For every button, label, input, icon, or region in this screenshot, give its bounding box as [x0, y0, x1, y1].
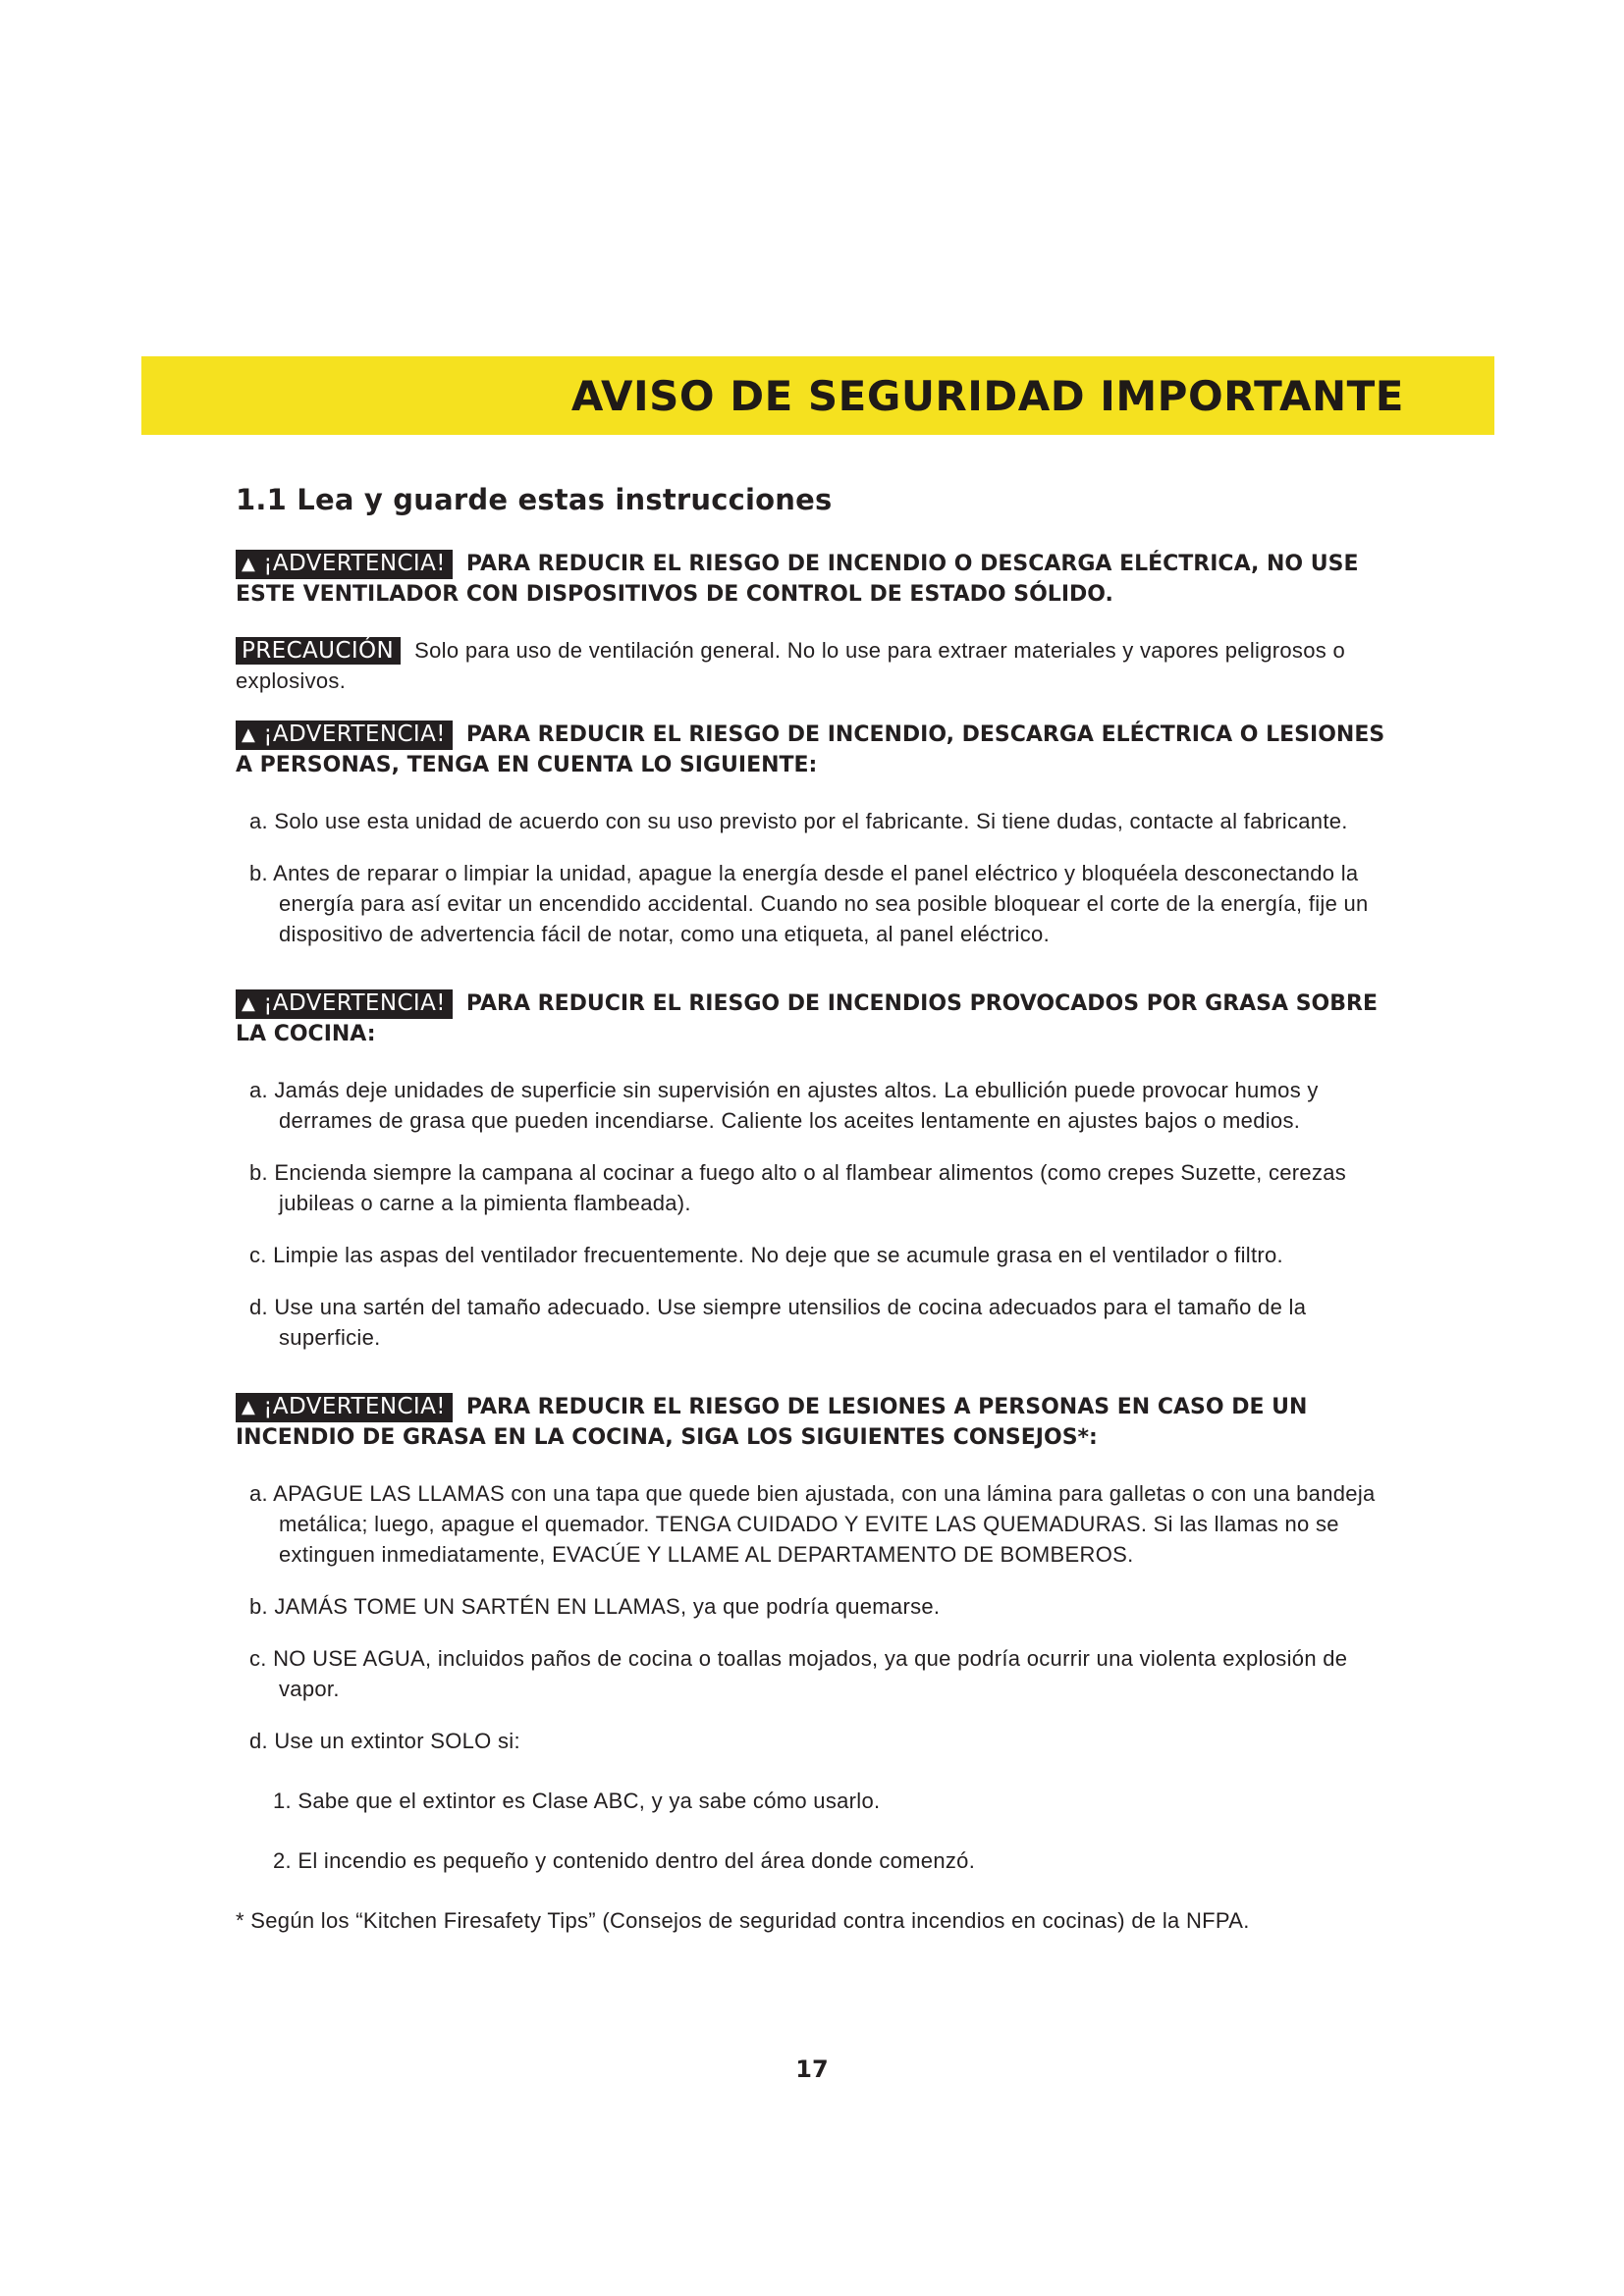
warning-triangle-icon: ▲	[242, 554, 256, 574]
warning-text: PARA REDUCIR EL RIESGO DE LESIONES A PERSONAS EN CASO DE UN INCENDIO DE GRASA EN LA COCINA, SIGA LOS SIGUIENTES CONSEJOS*:	[236, 1395, 1308, 1450]
main-content	[236, 471, 1404, 1936]
warning-label	[236, 550, 453, 579]
precaution-text: Solo para uso de ventilación general. No lo use para extraer materiales y vapores peligrosos o explosivos.	[236, 638, 1345, 693]
list-item: a. APAGUE LAS LLAMAS con una tapa que quede bien ajustada, con una lámina para galletas o con una bandeja metálica; luego, apague el quemador. TENGA CUIDADO Y EVITE LAS QUEMADURAS. Si las llamas no se extinguen inmediatamente, EVACÚE Y LLAME AL DEPARTAMENTO DE BOMBEROS.	[249, 1481, 1376, 1567]
instruction-list	[236, 1478, 1404, 1756]
instruction-list	[236, 806, 1404, 949]
title-banner	[141, 356, 1494, 435]
warning-label	[236, 1393, 453, 1422]
warning-label-text: ¡ADVERTENCIA!	[263, 1394, 446, 1419]
list-item: c. Limpie las aspas del ventilador frecuentemente. No deje que se acumule grasa en el ventilador o filtro.	[249, 1243, 1283, 1267]
list-item: d. Use una sartén del tamaño adecuado. Use siempre utensilios de cocina adecuados para el tamaño de la superficie.	[249, 1295, 1307, 1350]
warning-triangle-icon: ▲	[242, 993, 256, 1014]
list-item: a. Solo use esta unidad de acuerdo con su uso previsto por el fabricante. Si tiene dudas, contacte al fabricante.	[249, 809, 1348, 833]
warning-notice-grease-fire-injury	[236, 1392, 1404, 1453]
sub-list-item: 2. El incendio es pequeño y contenido dentro del área donde comenzó.	[273, 1848, 976, 1873]
warning-text: PARA REDUCIR EL RIESGO DE INCENDIO O DESCARGA ELÉCTRICA, NO USE ESTE VENTILADOR CON DISPOSITIVOS DE CONTROL DE ESTADO SÓLIDO.	[236, 552, 1359, 607]
sub-list-item: 1. Sabe que el extintor es Clase ABC, y ya sabe cómo usarlo.	[273, 1789, 881, 1813]
list-item: c. NO USE AGUA, incluidos paños de cocina o toallas mojados, ya que podría ocurrir una violenta explosión de vapor.	[249, 1646, 1348, 1701]
warning-triangle-icon: ▲	[242, 1397, 256, 1417]
page-title: AVISO DE SEGURIDAD IMPORTANTE	[570, 371, 1404, 420]
warning-label	[236, 721, 453, 750]
footnote: * Según los “Kitchen Firesafety Tips” (Consejos de seguridad contra incendios en cocinas) de la NFPA.	[236, 1908, 1250, 1933]
precaution-notice	[236, 635, 1404, 696]
list-item: a. Jamás deje unidades de superficie sin supervisión en ajustes altos. La ebullición puede provocar humos y derrames de grasa que pueden incendiarse. Caliente los aceites lentamente en ajustes bajos o medios.	[249, 1078, 1319, 1133]
warning-label	[236, 989, 453, 1019]
warning-text: PARA REDUCIR EL RIESGO DE INCENDIO, DESCARGA ELÉCTRICA O LESIONES A PERSONAS, TENGA EN CUENTA LO SIGUIENTE:	[236, 722, 1385, 777]
warning-label-text: ¡ADVERTENCIA!	[263, 721, 446, 747]
precaution-label: PRECAUCIÓN	[236, 637, 401, 665]
page-number: 17	[795, 2056, 829, 2083]
list-item: b. Antes de reparar o limpiar la unidad, apague la energía desde el panel eléctrico y bloquéela desconectando la energía para así evitar un encendido accidental. Cuando no sea posible bloquear el corte de la energía, fije un dispositivo de advertencia fácil de notar, como una etiqueta, al panel eléctrico.	[249, 861, 1369, 946]
list-item: d. Use un extintor SOLO si:	[249, 1729, 520, 1753]
warning-triangle-icon: ▲	[242, 724, 256, 745]
extinguisher-conditions-list	[236, 1786, 1404, 1876]
list-item: b. JAMÁS TOME UN SARTÉN EN LLAMAS, ya que podría quemarse.	[249, 1594, 941, 1619]
section-heading: 1.1 Lea y guarde estas instrucciones	[236, 483, 833, 516]
warning-text: PARA REDUCIR EL RIESGO DE INCENDIOS PROVOCADOS POR GRASA SOBRE LA COCINA:	[236, 991, 1378, 1046]
list-item: b. Encienda siempre la campana al cocinar a fuego alto o al flambear alimentos (como crepes Suzette, cerezas jubileas o carne a la pimienta flambeada).	[249, 1160, 1347, 1215]
warning-notice-solid-state	[236, 549, 1404, 610]
warning-label-text: ¡ADVERTENCIA!	[263, 990, 446, 1016]
instruction-list	[236, 1075, 1404, 1353]
warning-label-text: ¡ADVERTENCIA!	[263, 551, 446, 576]
warning-notice-grease-fire	[236, 988, 1404, 1049]
warning-notice-injury	[236, 720, 1404, 780]
